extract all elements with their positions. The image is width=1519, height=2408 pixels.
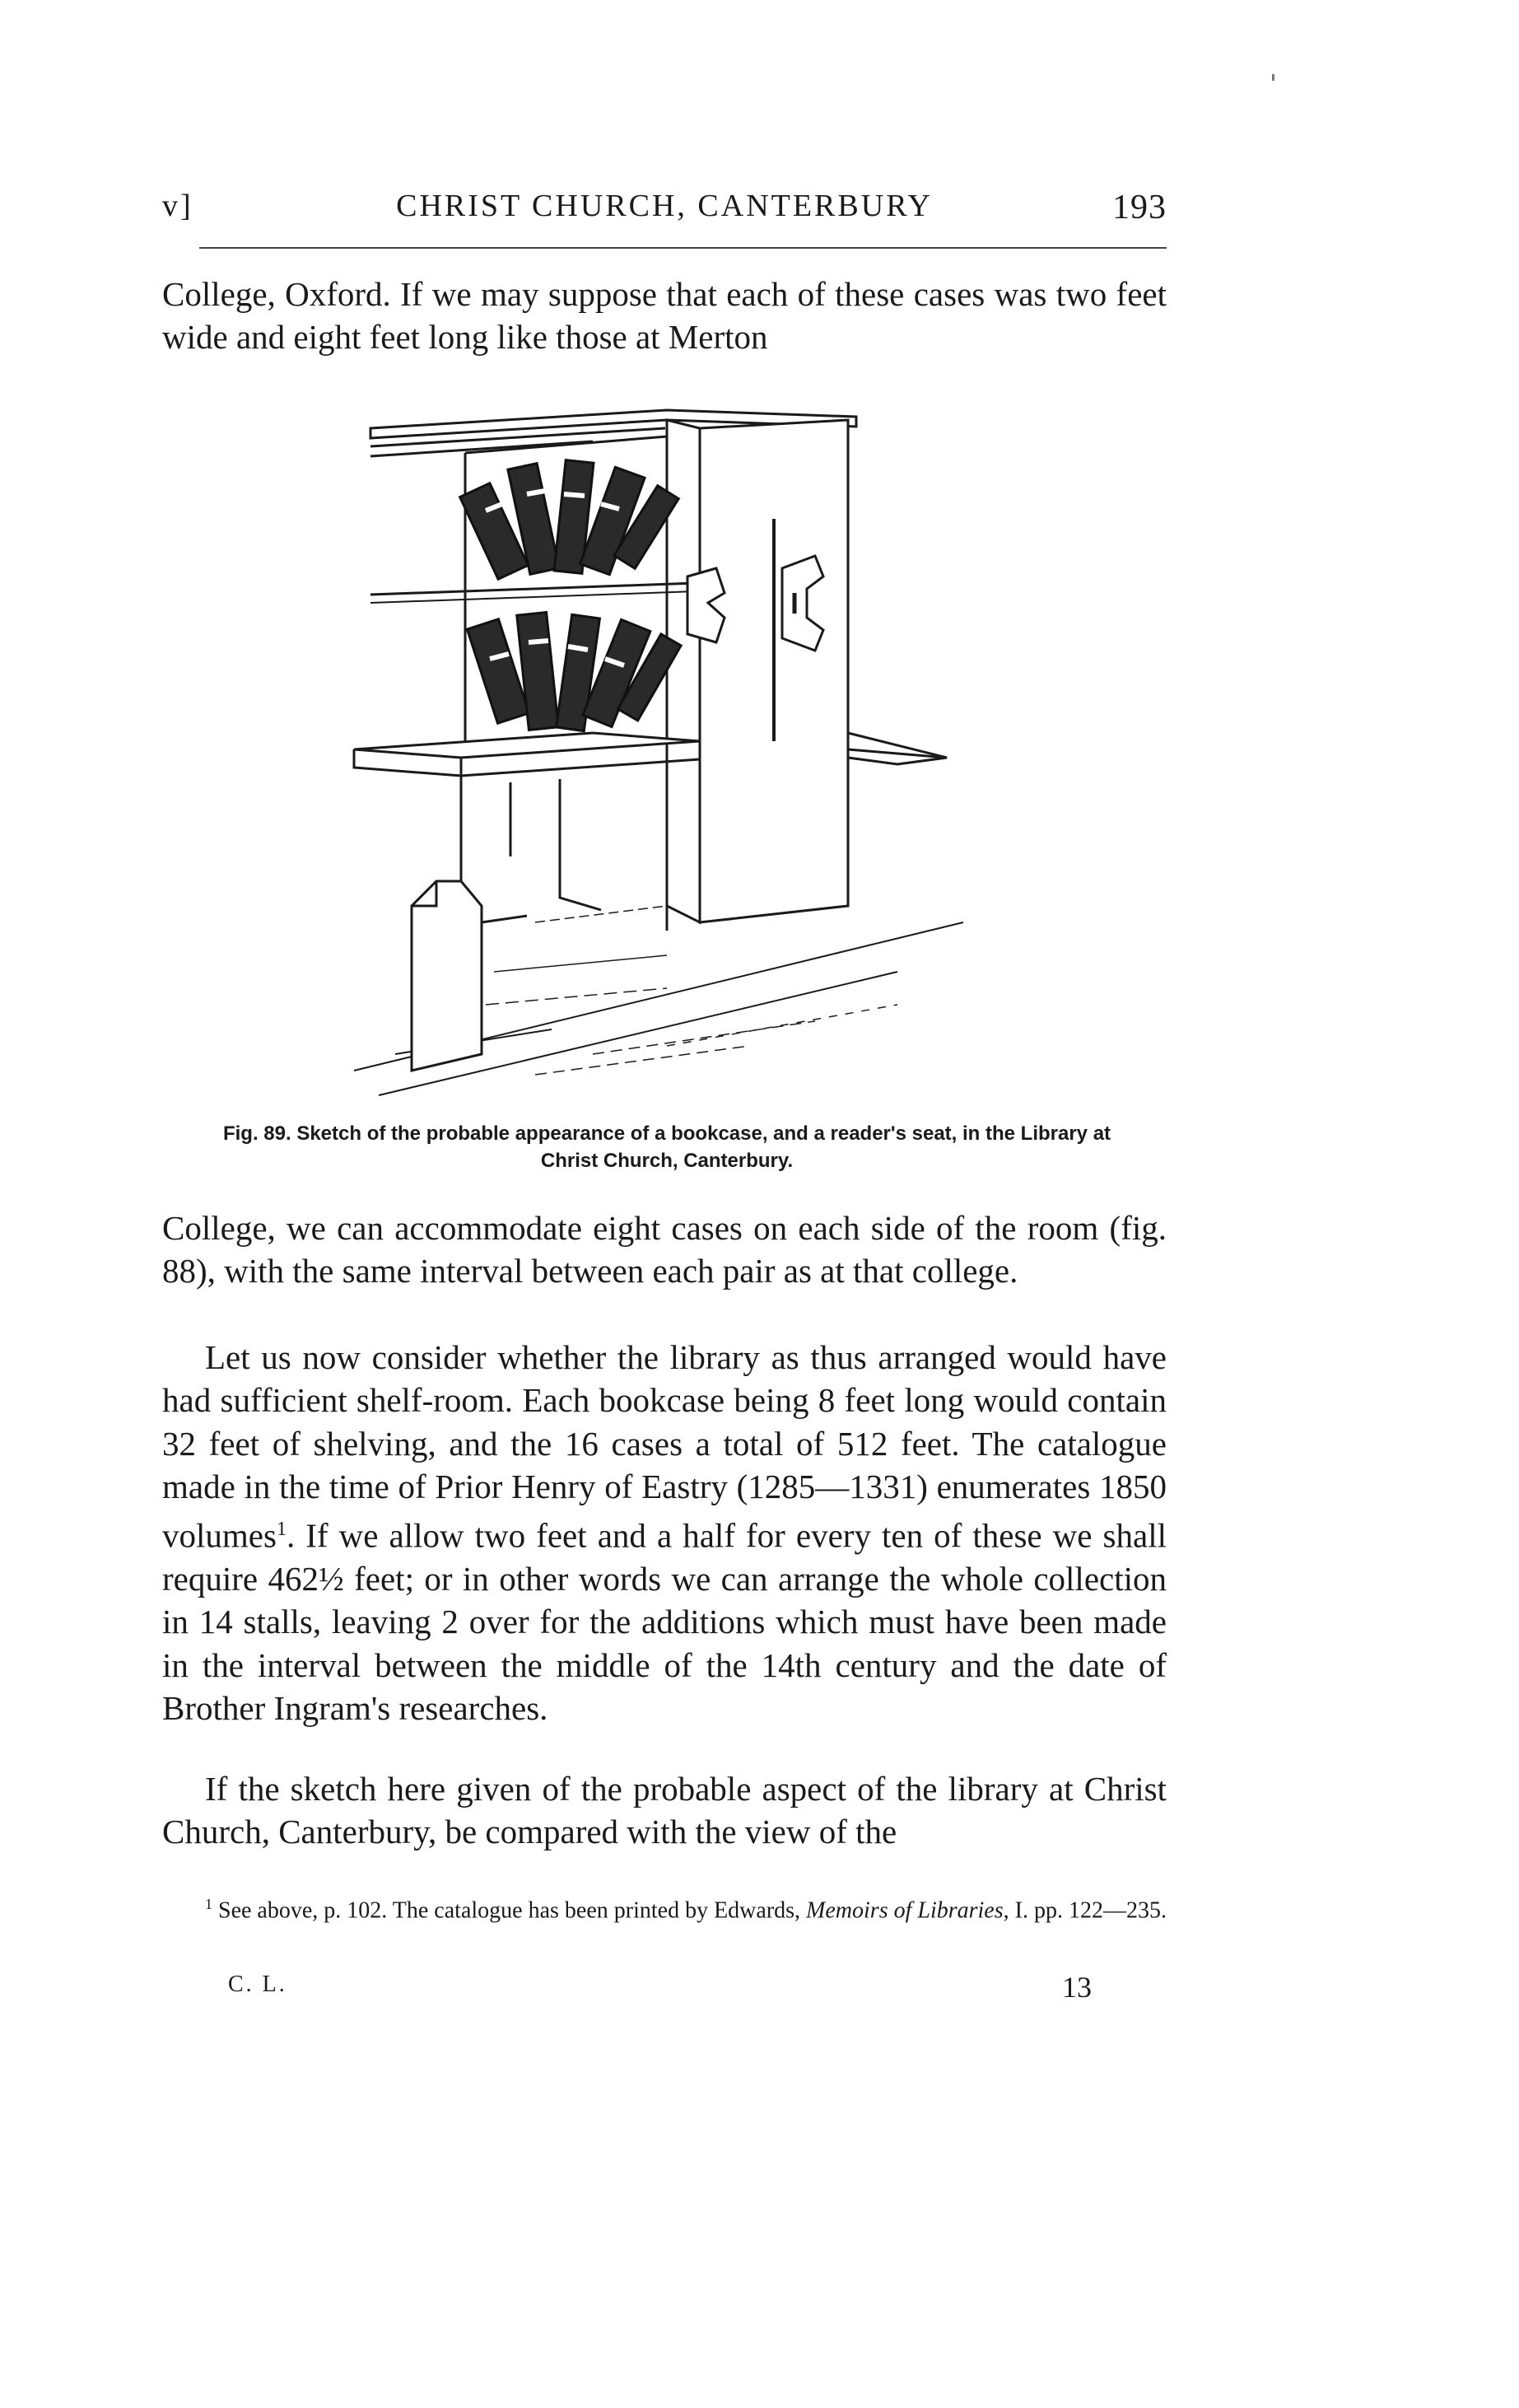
paragraph-2: College, we can accommodate eight cases on each side of the room (fig. 88), with the same interval between each pair as at that college.	[162, 1209, 1167, 1290]
header-rule	[199, 247, 1167, 249]
paragraph-3	[162, 1336, 1167, 1729]
footnote	[162, 1888, 1167, 1927]
footnote-title: Memoirs of Libraries	[806, 1897, 1004, 1924]
signature-mark: C. L.	[228, 1972, 287, 1997]
page-number: 193	[1112, 189, 1167, 226]
bookcase-illustration	[321, 395, 1029, 1104]
paragraph-3-text-b: . If we allow two feet and a half for every ten of these we shall require 462½ feet; or in other words we can arrange the whole collection in 14 stalls, leaving 2 over for the additions which must have been made in the interval between the middle of the 14th century and the date of Brother Ingram's researches.	[162, 1516, 1167, 1728]
footnote-reference: 1	[276, 1519, 287, 1541]
sheet-number: 13	[1062, 1971, 1092, 2004]
figure-caption-text: Sketch of the probable appearance of a bookcase, and a reader's seat, in the Library at Christ Church, Canterbury.	[296, 1122, 1111, 1172]
paragraph-3-text-a: Let us now consider whether the library as thus arranged would have had sufficient shelf-room. Each bookcase being 8 feet long would contain 32 feet of shelving, and the 16 cases a total of 512 feet. The catalogue made in the time of Prior Henry of Eastry (1285—1331) enumerates 1850 volumes	[162, 1338, 1167, 1555]
page-speck	[1272, 74, 1274, 81]
footnote-mark: 1	[205, 1896, 212, 1912]
figure-caption	[198, 1120, 1136, 1174]
paragraph-1: College, Oxford. If we may suppose that each of these cases was two feet wide and eight feet long like those at Merton	[162, 275, 1167, 357]
paragraph-4: If the sketch here given of the probable aspect of the library at Christ Church, Canterbury, be compared with the view of the	[162, 1770, 1167, 1851]
running-title: CHRIST CHURCH, CANTERBURY	[396, 189, 933, 223]
running-head	[162, 188, 1167, 237]
figure-caption-label: Fig. 89.	[222, 1122, 291, 1145]
footnote-text-b: , I. pp. 122—235.	[1003, 1897, 1167, 1924]
footnote-text-a: See above, p. 102. The catalogue has been printed by Edwards,	[218, 1897, 807, 1924]
chapter-number: v]	[162, 189, 193, 223]
